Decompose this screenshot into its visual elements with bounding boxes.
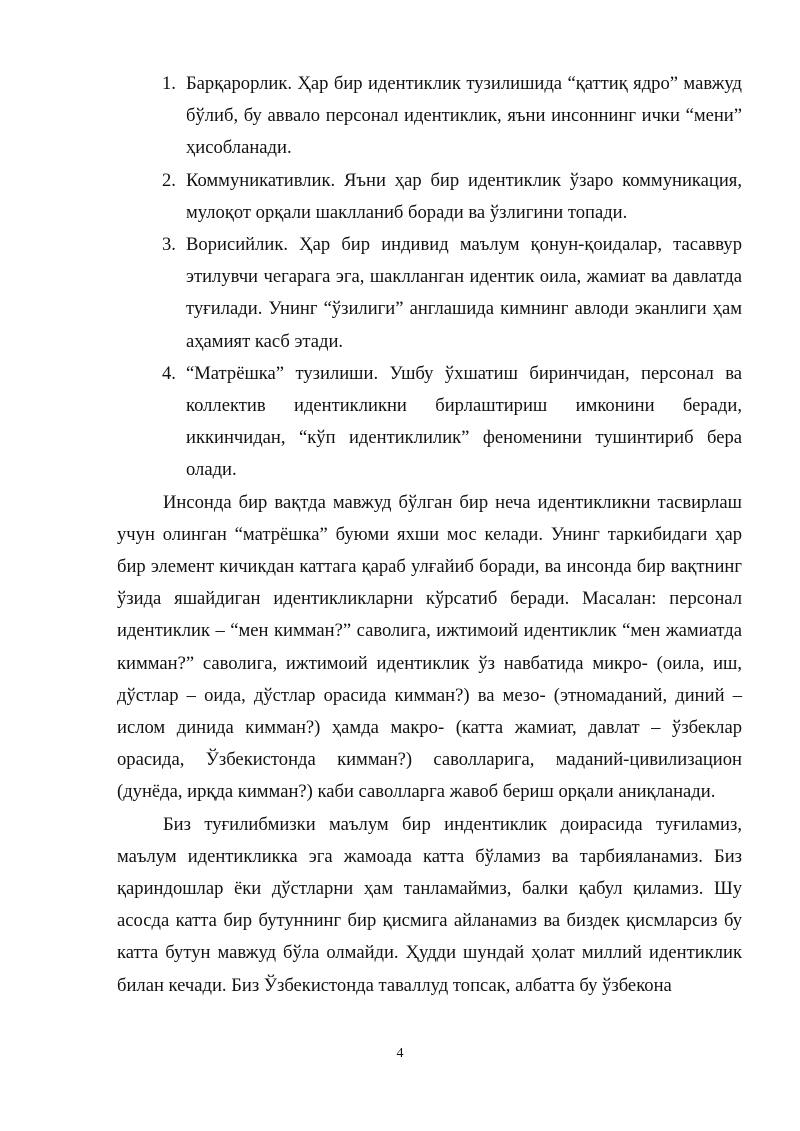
list-item-2 xyxy=(117,165,742,229)
paragraph-national-identity: Биз туғилибмизки маълум бир индентиклик доирасида туғиламиз, маълум идентикликка эга жамоада катта бўламиз ва тарбияланамиз. Биз қариндошлар ёки дўстларни ҳам танламаймиз, балки қабул қиламиз. Шу асосда катта бир бутуннинг бир қисмига айланамиз ва биздек қисмларсиз бу катта бутун мавжуд бўла олмайди. Ҳудди шундай ҳолат миллий идентиклик билан кечади. Биз Ўзбекистонда таваллуд топсак, албатта бу ўзбекона xyxy=(117,813,742,996)
list-item-number: 4. xyxy=(162,362,176,384)
list-item-number: 2. xyxy=(162,169,176,191)
list-item-text: Коммуникативлик. Яъни ҳар бир идентиклик ўзаро коммуникация, мулоқот орқали шаклланиб боради ва ўзлигини топади. xyxy=(186,169,742,223)
list-item-text: “Матрёшка” тузилиши. Ушбу ўхшатиш биринчидан, персонал ва коллектив идентикликни бирлаштириш имконини беради, иккинчидан, “кўп идентиклилик” феноменини тушинтириб бера олади. xyxy=(186,362,742,481)
document-body xyxy=(117,68,742,1002)
page-number: 4 xyxy=(396,1046,404,1061)
list-item-number: 1. xyxy=(162,73,176,94)
list-item-text: Ворисийлик. Ҳар бир индивид маълум қонун-қоидалар, тасаввур этилувчи чегарага эга, шаклланган идентик оила, жамиат ва давлатда туғилади. Унинг “ўзилиги” англашида кимнинг авлоди эканлиги ҳам аҳамият касб этади. xyxy=(186,234,742,352)
list-item-number: 3. xyxy=(162,234,176,256)
numbered-list xyxy=(117,68,742,487)
paragraph-matryoshka: Инсонда бир вақтда мавжуд бўлган бир неча идентикликни тасвирлаш учун олинган “матрёшка” буюми яхши мос келади. Унинг таркибидаги ҳар бир элемент кичикдан каттага қараб улғайиб боради, ва инсонда бир вақтнинг ўзида яшайдиган идентикликларни кўрсатиб беради. Масалан: персонал идентиклик – “мен кимман?” саволига, ижтимоий идентиклик “мен жамиатда кимман?” саволига, ижтимоий идентиклик ўз навбатида микро- (оила, иш, дўстлар – оида, дўстлар орасида кимман?) ва мезо- (этномаданий, диний – ислом динида кимман?) ҳамда макро- (катта жамиат, давлат – ўзбеклар орасида, Ўзбекистонда кимман?) саволларига, маданий-цивилизацион (дунёда, ирқда кимман?) каби саволларга жавоб бериш орқали аниқланади. xyxy=(117,491,742,803)
list-item-text: Барқарорлик. Ҳар бир идентиклик тузилишида “қаттиқ ядро” мавжуд бўлиб, бу аввало персонал идентиклик, яъни инсоннинг ички “мени” ҳисобланади. xyxy=(186,73,742,159)
list-item-4 xyxy=(117,358,742,487)
list-item-1 xyxy=(117,68,742,165)
list-item-3 xyxy=(117,229,742,358)
